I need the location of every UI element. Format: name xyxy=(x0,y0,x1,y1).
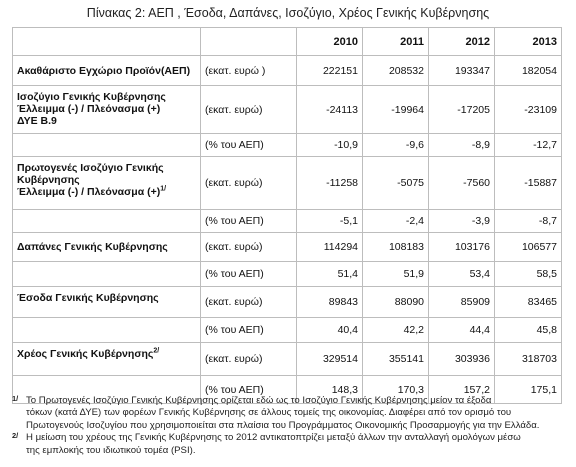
row-label-cell xyxy=(13,343,201,376)
value-cell: -10,9 xyxy=(297,134,363,157)
value-cell: 355141 xyxy=(363,343,429,376)
row-label-cell xyxy=(13,157,201,210)
value-cell: 53,4 xyxy=(429,262,495,287)
value-cell: 103176 xyxy=(429,233,495,262)
row-label-cell xyxy=(13,233,201,262)
value-cell: 40,4 xyxy=(297,318,363,343)
row-label-line: Έλλειμμα (-) / Πλεόνασμα (+) xyxy=(17,186,161,198)
footnote-line: Πρωτογενούς Ισοζυγίου που χρησιμοποιείται στα πλαίσια του Προγράμματος Οικονομικής Προσαρμογής για την Ελλάδα. xyxy=(26,419,540,431)
row-label-line: Ακαθάριστο Εγχώριο Προϊόν(ΑΕΠ) xyxy=(17,64,191,77)
value-cell: 182054 xyxy=(495,56,562,86)
value-cell: -12,7 xyxy=(495,134,562,157)
value-cell: 303936 xyxy=(429,343,495,376)
value-cell: 42,2 xyxy=(363,318,429,343)
row-label-line: Έλλειμμα (-) / Πλεόνασμα (+) xyxy=(17,103,161,115)
table-row xyxy=(13,318,562,343)
table-title: Πίνακας 2: ΑΕΠ , Έσοδα, Δαπάνες, Ισοζύγιο, Χρέος Γενικής Κυβέρνησης xyxy=(86,6,490,20)
row-label-cell xyxy=(13,210,201,233)
row-label-line: Ισοζύγιο Γενικής Κυβέρνησης xyxy=(17,91,166,103)
row-label-cell xyxy=(13,262,201,287)
value-cell: 175,1 xyxy=(495,376,562,404)
value-cell: 222151 xyxy=(297,56,363,86)
footnote-line: της εμπλοκής του ιδιωτικού τομέα (PSI). xyxy=(26,444,196,456)
row-label-line: ΔΥΕ Β.9 xyxy=(17,115,57,127)
value-cell: 58,5 xyxy=(495,262,562,287)
value-cell: -9,6 xyxy=(363,134,429,157)
row-label-line: Έσοδα Γενικής Κυβέρνησης xyxy=(17,292,159,304)
row-label-cell xyxy=(13,287,201,318)
value-cell: -19964 xyxy=(363,86,429,134)
footnote xyxy=(12,395,568,432)
value-cell: 106577 xyxy=(495,233,562,262)
unit-cell: (% του ΑΕΠ) xyxy=(201,210,297,233)
year-header: 2012 xyxy=(429,28,495,56)
unit-cell: (% του ΑΕΠ) xyxy=(201,376,297,404)
row-label-cell xyxy=(13,318,201,343)
header-label-cell xyxy=(13,28,201,56)
finance-table xyxy=(12,27,562,404)
footnote-ref: 2/ xyxy=(153,347,160,355)
value-cell: -23109 xyxy=(495,86,562,134)
year-header: 2010 xyxy=(297,28,363,56)
unit-cell: (εκατ. ευρώ ) xyxy=(201,56,297,86)
unit-cell: (εκατ. ευρώ) xyxy=(201,86,297,134)
row-label-line: Δαπάνες Γενικής Κυβέρνησης xyxy=(17,241,168,253)
unit-cell: (% του ΑΕΠ) xyxy=(201,134,297,157)
header-unit-cell xyxy=(201,28,297,56)
unit-cell: (εκατ. ευρώ) xyxy=(201,233,297,262)
unit-cell: (% του ΑΕΠ) xyxy=(201,318,297,343)
value-cell: -5,1 xyxy=(297,210,363,233)
value-cell: 114294 xyxy=(297,233,363,262)
value-cell: 193347 xyxy=(429,56,495,86)
row-label-cell xyxy=(13,86,201,134)
row-label-line: Πρωτογενές Ισοζύγιο Γενικής xyxy=(17,162,164,174)
value-cell: 148,3 xyxy=(297,376,363,404)
value-cell: 85909 xyxy=(429,287,495,318)
unit-cell: (εκατ. ευρώ) xyxy=(201,157,297,210)
table-row xyxy=(13,262,562,287)
value-cell: 51,4 xyxy=(297,262,363,287)
row-label-line: Χρέος Γενικής Κυβέρνησης xyxy=(17,348,154,360)
table-row xyxy=(13,157,562,210)
footnote-ref: 1/ xyxy=(160,185,167,193)
value-cell: 329514 xyxy=(297,343,363,376)
row-label-cell xyxy=(13,134,201,157)
value-cell: -24113 xyxy=(297,86,363,134)
table-row xyxy=(13,287,562,318)
value-cell: -5075 xyxy=(363,157,429,210)
unit-cell: (% του ΑΕΠ) xyxy=(201,262,297,287)
table-body xyxy=(13,28,562,404)
value-cell: -17205 xyxy=(429,86,495,134)
table-row xyxy=(13,210,562,233)
footnote xyxy=(12,432,568,457)
footnote-line: τόκων (κατά ΔΥΕ) των φορέων Γενικής Κυβέρνησης σε άλλους τομείς της οικονομίας. Διαφέρει από τον ορισμό του xyxy=(26,407,512,419)
row-label-line: Κυβέρνησης xyxy=(17,174,80,186)
table-row xyxy=(13,343,562,376)
value-cell: 89843 xyxy=(297,287,363,318)
table-row xyxy=(13,86,562,134)
row-label-line-with-note xyxy=(17,186,196,198)
row-label-cell xyxy=(13,56,201,86)
table-row xyxy=(13,56,562,86)
value-cell: 45,8 xyxy=(495,318,562,343)
value-cell: 83465 xyxy=(495,287,562,318)
value-cell: 88090 xyxy=(363,287,429,318)
table-row xyxy=(13,233,562,262)
table-row xyxy=(13,134,562,157)
value-cell: 170,3 xyxy=(363,376,429,404)
year-header: 2013 xyxy=(495,28,562,56)
value-cell: 51,9 xyxy=(363,262,429,287)
value-cell: 208532 xyxy=(363,56,429,86)
footnote-line: Η μείωση του χρέους της Γενικής Κυβέρνησης το 2012 αντικατοπτρίζει μεταξύ άλλων την ανταλλαγή ομολόγων μέσω xyxy=(26,432,521,444)
footnote-mark: 1/ xyxy=(12,394,19,403)
value-cell: 157,2 xyxy=(429,376,495,404)
footnotes xyxy=(12,395,568,457)
value-cell: -15887 xyxy=(495,157,562,210)
table-header-row xyxy=(13,28,562,56)
unit-cell: (εκατ. ευρώ) xyxy=(201,343,297,376)
value-cell: -8,7 xyxy=(495,210,562,233)
value-cell: -7560 xyxy=(429,157,495,210)
row-label-line-with-note xyxy=(17,348,196,360)
value-cell: 44,4 xyxy=(429,318,495,343)
value-cell: -3,9 xyxy=(429,210,495,233)
value-cell: 108183 xyxy=(363,233,429,262)
footnote-mark: 2/ xyxy=(12,431,19,441)
unit-cell: (εκατ. ευρώ) xyxy=(201,287,297,318)
footnote-line: Το Πρωτογενές Ισοζύγιο Γενικής Κυβέρνησης ορίζεται εδώ ως το Ισοζύγιο Γενικής Κυβέρνησης μείον τα έξοδα xyxy=(26,395,492,406)
value-cell: -11258 xyxy=(297,157,363,210)
value-cell: -8,9 xyxy=(429,134,495,157)
value-cell: 318703 xyxy=(495,343,562,376)
value-cell: -2,4 xyxy=(363,210,429,233)
year-header: 2011 xyxy=(363,28,429,56)
